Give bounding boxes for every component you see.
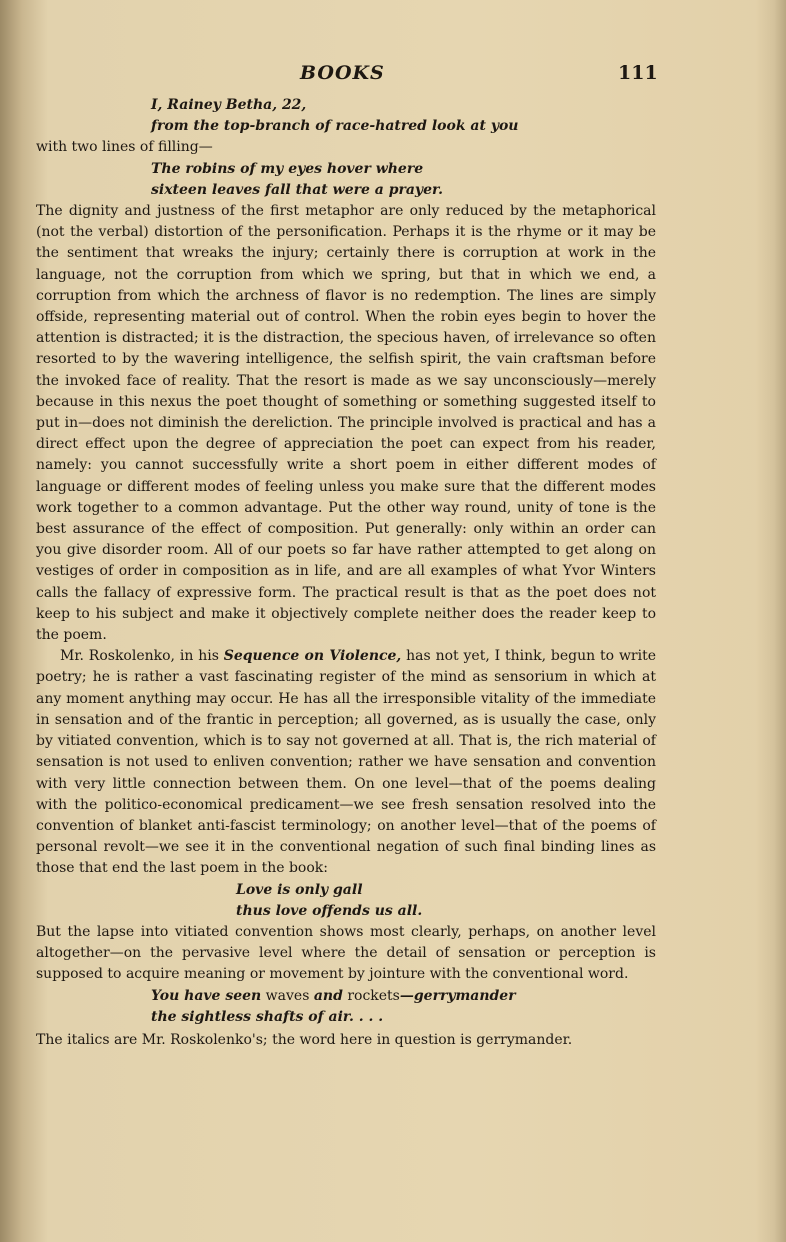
paragraph-rest: has not yet, I think, begun to write poetry; he is rather a vast fascinating register of the mind as sensorium in which at any moment anything may occur. He has all the irresponsible vitality of the immediate in sensation and of the frantic in perception; all governed, as is usually the case, only by vitiated convention, which is to say not governed at all. That is, the rich material of sensation is not used to enliven convention; rather we have sensation and convention with very little connection between them. On one level—that of the poems dealing with the politico-economical predicament—we see fresh sensation resolved into the convention of blanket anti-fascist terminology; on another level—that of the poems of personal revolt—we see it in the conventional negation of such final binding lines as those that end the last poem in the book: <box>36 648 657 877</box>
verse-line: from the top-branch of race-hatred look at you <box>151 118 519 135</box>
verse-line: Love is only gall <box>236 881 363 898</box>
page-header <box>0 58 786 88</box>
running-head: BOOKS <box>300 62 385 84</box>
paragraph <box>36 646 656 879</box>
verse-line: thus love offends us all. <box>236 902 423 919</box>
verse-fragment: —gerrymander <box>399 987 516 1004</box>
body-text <box>36 95 656 1051</box>
book-title: Sequence on Violence, <box>223 648 402 665</box>
verse-line: sixteen leaves fall that were a prayer. <box>151 181 443 198</box>
verse-fragment: and <box>313 987 343 1004</box>
bridge-text: with two lines of filling— <box>36 139 213 156</box>
verse-line: I, Rainey Betha, 22, <box>151 97 307 113</box>
page-edge-shadow <box>756 0 786 1242</box>
verse-line <box>36 986 656 1007</box>
page-number: 111 <box>618 62 658 84</box>
verse-fragment: You have seen <box>151 987 262 1004</box>
paragraph-lead: Mr. Roskolenko, in his <box>60 648 224 665</box>
paragraph: The italics are Mr. Roskolenko's; the word here in question is gerrymander. <box>36 1031 573 1048</box>
paragraph: The dignity and justness of the first metaphor are only reduced by the metaphorical (not the verbal) distortion of the personification. Perhaps it is the rhyme or it may be the sentiment that wreaks the injury; certainly there is corruption at work in the language, not the corruption from which we spring, but that in which we end, a corruption from which the archness of flavor is no redemption. The lines are simply offside, representing material out of control. When the robin eyes begin to hover the attention is distracted; it is the distraction, the specious haven, of irrelevance so often resorted to by the wavering intelligence, the selfish spirit, the vain craftsman before the invoked face of reality. That the resort is made as we say unconsciously—merely because in this nexus the poet thought of something or something suggested itself to put in—does not diminish the dereliction. The principle involved is practical and has a direct effect upon the degree of appreciation the poet can expect from his reader, namely: you cannot successfully write a short poem in either different modes of language or different modes of feeling unless you make sure that the different modes work together to a common advantage. Put the other way round, unity of tone is the best assurance of the effect of composition. Put generally: only within an order can you give disorder room. All of our poets so far have rather attempted to get along on vestiges of order in composition as in life, and are all examples of what Yvor Winters calls the fallacy of expressive form. The practical result is that as the poet does not keep to his subject and make it objectively complete neither does the reader keep to the poem. <box>36 203 656 644</box>
verse-line: the sightless shafts of air. . . . <box>151 1008 384 1025</box>
paragraph: But the lapse into vitiated convention shows most clearly, perhaps, on another level altogether—on the pervasive level where the detail of sensation or perception is supposed to acquire meaning or movement by jointure with the conventional word. <box>36 923 656 983</box>
verse-fragment: rockets <box>342 987 400 1004</box>
verse-fragment: waves <box>261 987 314 1004</box>
verse-line: The robins of my eyes hover where <box>151 160 424 177</box>
